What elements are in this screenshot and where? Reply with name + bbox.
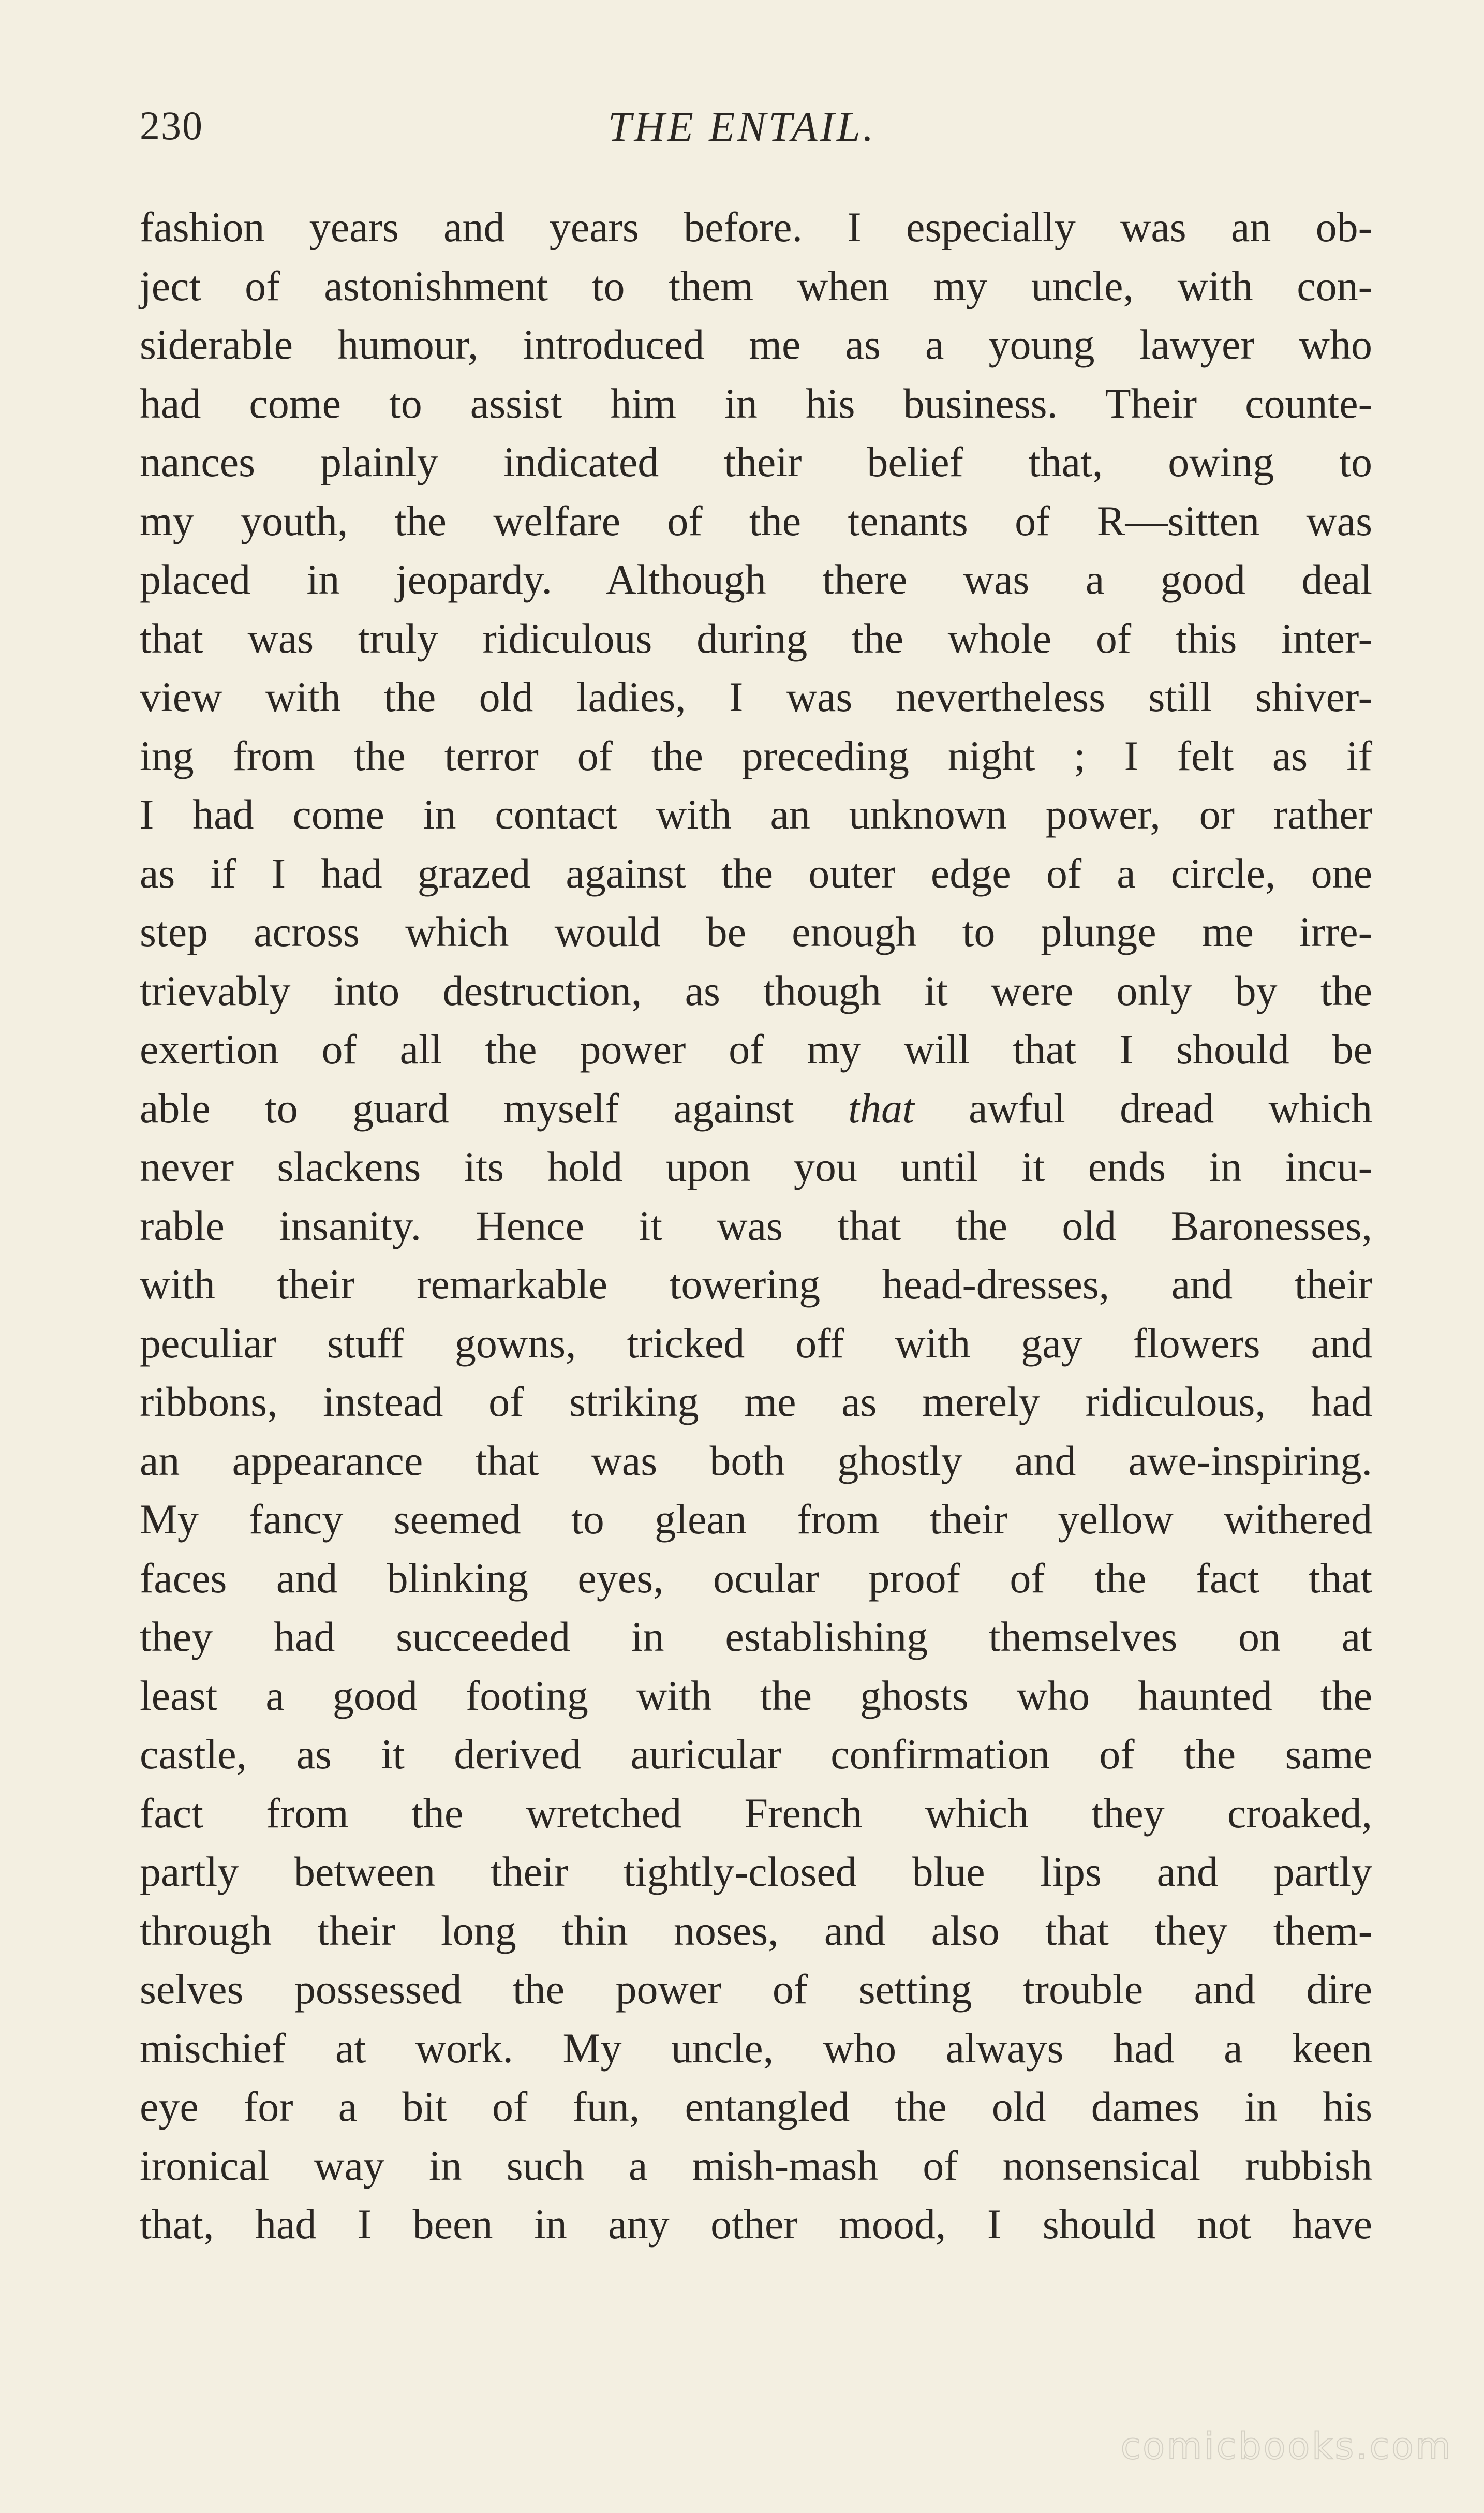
text-line: siderable humour, introduced me as a young lawyer who xyxy=(140,321,1372,368)
text-line: through their long thin noses, and also that they them- xyxy=(140,1906,1372,1954)
text-line: placed in jeopardy. Although there was a good deal xyxy=(140,556,1372,603)
text-line: an appearance that was both ghostly and awe-inspiring. xyxy=(140,1437,1372,1484)
text-line: eye for a bit of fun, entangled the old dames in his xyxy=(140,2083,1372,2130)
text-line: that, had I been in any other mood, I should not have xyxy=(140,2200,1372,2248)
text-line: I had come in contact with an unknown power, or rather xyxy=(140,791,1372,838)
text-line: never slackens its hold upon you until it ends in incu- xyxy=(140,1143,1372,1190)
text-line: had come to assist him in his business. Their counte- xyxy=(140,379,1372,427)
page-number: 230 xyxy=(140,103,203,148)
text-segment: able to guard myself against xyxy=(140,1084,849,1132)
text-line: least a good footing with the ghosts who haunted the xyxy=(140,1672,1372,1719)
text-line: that was truly ridiculous during the whole of this inter- xyxy=(140,614,1372,662)
text-line: ribbons, instead of striking me as merely ridiculous, had xyxy=(140,1378,1372,1425)
text-line: mischief at work. My uncle, who always had a keen xyxy=(140,2024,1372,2072)
text-line: exertion of all the power of my will that I should be xyxy=(140,1026,1372,1073)
text-line: fact from the wretched French which they croaked, xyxy=(140,1789,1372,1837)
text-line: as if I had grazed against the outer edge of a circle, one xyxy=(140,849,1372,897)
text-line: with their remarkable towering head-dresses, and their xyxy=(140,1261,1372,1308)
text-line-with-italic xyxy=(140,1079,1372,1138)
text-line: My fancy seemed to glean from their yellow withered xyxy=(140,1496,1372,1543)
text-line: nances plainly indicated their belief that, owing to xyxy=(140,438,1372,485)
text-line: partly between their tightly-closed blue lips and partly xyxy=(140,1848,1372,1895)
text-line: selves possessed the power of setting trouble and dire xyxy=(140,1965,1372,2013)
running-head: THE ENTAIL. xyxy=(607,103,877,150)
italic-word: that xyxy=(848,1084,914,1132)
text-line: ironical way in such a mish-mash of nonsensical rubbish xyxy=(140,2141,1372,2189)
text-line: castle, as it derived auricular confirmation of the same xyxy=(140,1731,1372,1778)
text-segment: awful dread which xyxy=(914,1084,1372,1132)
text-line: rable insanity. Hence it was that the old Baronesses, xyxy=(140,1202,1372,1249)
text-line: ject of astonishment to them when my uncle, with con- xyxy=(140,262,1372,309)
text-line: peculiar stuff gowns, tricked off with gay flowers and xyxy=(140,1319,1372,1367)
text-line: fashion years and years before. I especially was an ob- xyxy=(140,203,1372,250)
text-line: my youth, the welfare of the tenants of R—sitten was xyxy=(140,497,1372,544)
text-line: they had succeeded in establishing themselves on at xyxy=(140,1613,1372,1660)
text-line: faces and blinking eyes, ocular proof of the fact that xyxy=(140,1554,1372,1602)
text-line: ing from the terror of the preceding night ; I felt as if xyxy=(140,732,1372,779)
text-line: step across which would be enough to plunge me irre- xyxy=(140,908,1372,955)
text-line: view with the old ladies, I was nevertheless still shiver- xyxy=(140,673,1372,720)
watermark: comicbooks.com xyxy=(1120,2425,1453,2467)
body-text xyxy=(140,198,1372,2254)
text-line: trievably into destruction, as though it were only by the xyxy=(140,967,1372,1014)
